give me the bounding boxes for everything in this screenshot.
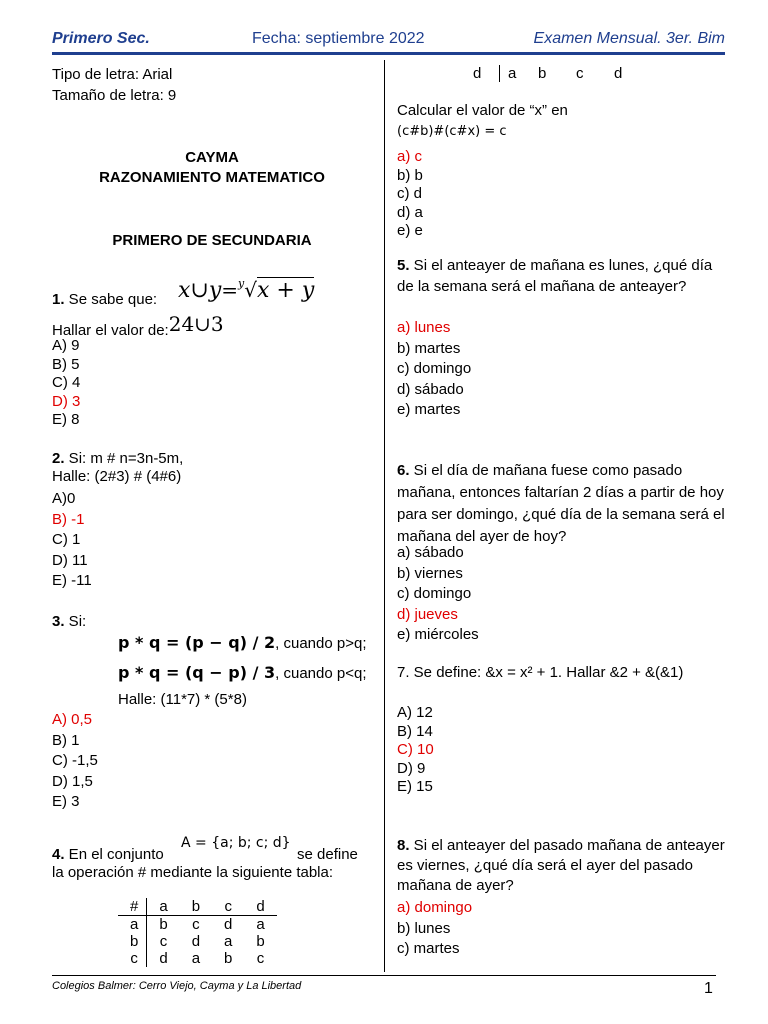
q6-option: c) domingo <box>397 585 472 602</box>
q7-option: E) 15 <box>397 778 433 795</box>
q6-option: b) viernes <box>397 564 463 582</box>
operation-table-row: b c d a b <box>118 933 277 950</box>
q1-option: C) 4 <box>52 374 81 391</box>
q5-option: c) domingo <box>397 360 472 377</box>
q6-option: d) jueves <box>397 605 458 623</box>
q2-option: A)0 <box>52 490 76 507</box>
q5-stem: 5. Si el anteayer de mañana es lunes, ¿qué día de la semana será el mañana de anteayer? <box>397 257 713 295</box>
q3-option: C) -1,5 <box>52 752 98 769</box>
q4-stem: 4. En el conjunto <box>52 846 164 863</box>
q6-option: e) miércoles <box>397 626 479 643</box>
q8-option: a) domingo <box>397 899 473 916</box>
q2-option: D) 11 <box>52 551 88 569</box>
q4-equation: (c#b)#(c#x) = c <box>397 124 507 139</box>
header-exam: Examen Mensual. 3er. Bim <box>533 30 725 47</box>
q4-stem-b: se define <box>297 846 358 863</box>
header-grade: Primero Sec. <box>52 30 150 47</box>
q1-stem: 1. Se sabe que: <box>52 291 158 308</box>
q3-option: B) 1 <box>52 731 80 749</box>
q3-find: Halle: (11*7) * (5*8) <box>118 691 247 708</box>
q7-stem: 7. Se define: &x = x² + 1. Hallar &2 + &(&1) <box>397 664 684 681</box>
q6-option: a) sábado <box>397 544 464 561</box>
q5-option: d) sábado <box>397 380 464 398</box>
title-grade: PRIMERO DE SECUNDARIA <box>112 232 312 249</box>
q3-rule-2: p * q = (q − p) / 3, cuando p<q; <box>118 663 367 682</box>
q4-set: A = {a; b; c; d} <box>181 835 291 851</box>
q2-option: B) -1 <box>52 510 85 528</box>
q2-stem: 2. Si: m # n=3n-5m, <box>52 450 184 467</box>
q3-option: A) 0,5 <box>52 711 93 728</box>
q3-option: D) 1,5 <box>52 772 93 790</box>
operation-table-row-continued: d a b c d <box>473 65 623 82</box>
q5-option: b) martes <box>397 339 461 357</box>
title-school: CAYMA <box>185 149 239 166</box>
page-header <box>52 30 725 52</box>
q6-stem: 6. Si el día de mañana fuese como pasado mañana, entonces faltarían 2 días a partir de hoy para ser domingo, ¿qué día de la semana será el mañana del ayer de hoy? <box>397 462 725 545</box>
header-rule <box>52 52 725 55</box>
q8-stem: 8. Si el anteayer del pasado mañana de anteayer es viernes, ¿qué día será el ayer del pasado mañana de ayer? <box>397 837 725 894</box>
q3-rule-1: p * q = (p − q) / 2, cuando p>q; <box>118 633 367 652</box>
q7-option: D) 9 <box>397 759 426 777</box>
q7-option: A) 12 <box>397 704 433 721</box>
page-number: 1 <box>704 980 713 997</box>
q2-option: E) -11 <box>52 572 92 589</box>
footer-schools: Colegios Balmer: Cerro Viejo, Cayma y La Libertad <box>52 980 302 992</box>
title-subject: RAZONAMIENTO MATEMATICO <box>99 169 325 186</box>
q2-find: Halle: (2#3) # (4#6) <box>52 468 182 485</box>
q2-option: C) 1 <box>52 531 81 548</box>
operation-table-row: c d a b c <box>118 950 277 967</box>
q7-option: C) 10 <box>397 741 434 758</box>
q1-option: D) 3 <box>52 392 81 410</box>
q5-option: a) lunes <box>397 319 451 336</box>
q1-find: Hallar el valor de:24∪3 <box>52 312 224 339</box>
font-type-line: Tipo de letra: Arial <box>52 66 173 83</box>
operation-table-header: # a b c d <box>118 898 277 916</box>
q1-option: A) 9 <box>52 337 80 354</box>
q1-option: B) 5 <box>52 355 80 373</box>
q4-stem-c: la operación # mediante la siguiente tabla: <box>52 864 334 881</box>
q1-option: E) 8 <box>52 411 80 428</box>
column-divider <box>384 60 385 972</box>
q4-option: c) d <box>397 185 423 202</box>
q8-option: c) martes <box>397 940 460 957</box>
font-size-line: Tamaño de letra: 9 <box>52 87 177 104</box>
q4-option: e) e <box>397 222 423 239</box>
q1-formula: x∪y=$^y$√x + y <box>178 277 315 303</box>
q3-option: E) 3 <box>52 793 80 810</box>
q3-stem: 3. Si: <box>52 613 87 630</box>
q4-option: a) c <box>397 148 423 165</box>
header-date: Fecha: septiembre 2022 <box>252 30 425 47</box>
footer-rule <box>52 975 716 976</box>
q7-option: B) 14 <box>397 722 433 740</box>
operation-table <box>118 898 277 967</box>
q5-option: e) martes <box>397 401 461 418</box>
q4-option: d) a <box>397 203 423 221</box>
q4-find: Calcular el valor de “x” en <box>397 102 568 119</box>
operation-table-row: a b c d a <box>118 916 277 934</box>
q4-option: b) b <box>397 166 423 184</box>
q8-option: b) lunes <box>397 919 451 937</box>
